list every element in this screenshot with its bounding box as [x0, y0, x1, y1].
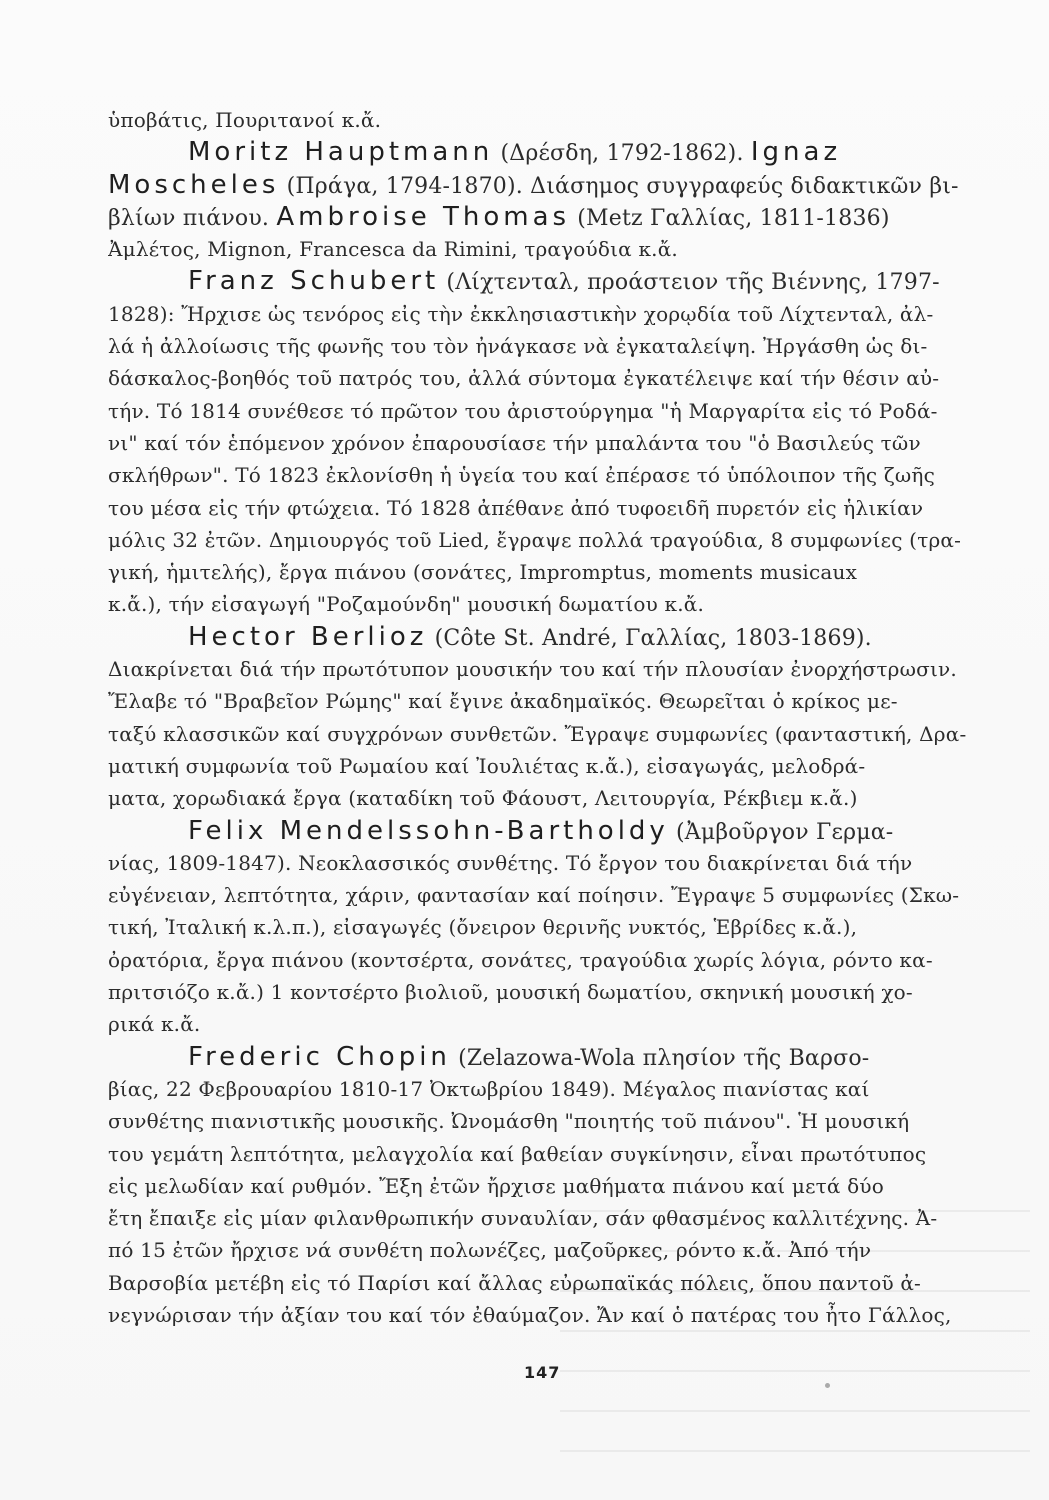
page-body [108, 104, 993, 1331]
line-text: ἔτη ἔπαιξε εἰς μίαν φιλανθρωπικήν συναυλίαν, σάν φθασμένος καλλιτέχνης. Ἀ- [108, 1206, 938, 1231]
text-line [108, 911, 993, 943]
line-text: πριτσιόζο κ.ἄ.) 1 κοντσέρτο βιολιοῦ, μουσική δωματίου, σκηνική μουσική χο- [108, 980, 913, 1005]
composer-entry-chopin [108, 1041, 993, 1073]
line-text: (Λίχτενταλ, προάστειον τῆς Βιέννης, 1797- [439, 270, 940, 296]
text-line [108, 524, 993, 556]
line-text: εὐγένειαν, λεπτότητα, χάριν, φαντασίαν καί ποίησιν. Ἔγραψε 5 συμφωνίες (Σκω- [108, 883, 960, 908]
line-text: γική, ἡμιτελής), ἔργα πιάνου (σονάτες, Impromptus, moments musicaux [108, 560, 858, 585]
text-line [108, 104, 993, 136]
line-text: ὑποβάτις, Πουριτανοί κ.ἄ. [108, 108, 382, 132]
line-text: (Côte St. André, Γαλλίας, 1803-1869). [427, 625, 872, 651]
line-text: ρικά κ.ἄ. [108, 1012, 201, 1037]
composer-name: Franz Schubert [188, 266, 440, 297]
text-line [108, 750, 993, 782]
text-line [108, 1170, 993, 1202]
text-line [108, 492, 993, 524]
page-number: 147 [524, 1363, 561, 1382]
composer-name: Frederic Chopin [188, 1041, 451, 1072]
line-text: του γεμάτη λεπτότητα, μελαγχολία καί βαθείαν συγκίνησιν, εἶναι πρωτότυπος [108, 1141, 927, 1166]
composer-entry-hauptmann [108, 136, 993, 168]
line-text: τήν. Τό 1814 συνέθεσε τό πρῶτον του ἀριστούργημα "ἡ Μαργαρίτα εἰς τό Ροδά- [108, 398, 938, 423]
composer-entry-berlioz [108, 621, 993, 653]
text-line [108, 1267, 993, 1299]
text-line [108, 1299, 993, 1331]
line-text: (Δρέσδη, 1792-1862). [493, 141, 751, 167]
line-text: δάσκαλος-βοηθός τοῦ πατρός του, ἀλλά σύντομα ἐγκατέλειψε καί τήν θέσιν αὐ- [108, 366, 940, 391]
text-line [108, 944, 993, 976]
text-line [108, 395, 993, 427]
line-text: (Zelazowa-Wola πλησίον τῆς Βαρσο- [450, 1045, 870, 1071]
line-text: ματική συμφωνία τοῦ Ρωμαίου καί Ἰουλιέτας κ.ἄ.), εἰσαγωγάς, μελοδρά- [108, 753, 866, 778]
text-line [108, 459, 993, 491]
line-text: (Πράγα, 1794-1870). Διάσημος συγγραφεύς διδακτικῶν βι- [279, 173, 959, 199]
line-text: του μέσα εἰς τήν φτώχεια. Τό 1828 ἀπέθανε ἀπό τυφοειδῆ πυρετόν εἰς ἡλικίαν [108, 495, 924, 520]
text-line [108, 685, 993, 717]
text-line [108, 1138, 993, 1170]
line-text: σκλήθρων". Τό 1823 ἐκλονίσθη ἡ ὑγεία του καί ἐπέρασε τό ὑπόλοιπον τῆς ζωῆς [108, 463, 935, 488]
text-line [108, 556, 993, 588]
line-text: μόλις 32 ἐτῶν. Δημιουργός τοῦ Lied, ἔγραψε πολλά τραγούδια, 8 συμφωνίες (τρα- [108, 527, 962, 552]
text-line [108, 1008, 993, 1040]
composer-entry-schubert [108, 265, 993, 297]
stray-mark [825, 1383, 830, 1388]
text-line [108, 330, 993, 362]
line-text: τική, Ἰταλική κ.λ.π.), εἰσαγωγές (ὄνειρον θερινῆς νυκτός, Ἑβρίδες κ.ἄ.), [108, 915, 858, 940]
line-text: νι" καί τόν ἑπόμενον χρόνον ἐπαρουσίασε τήν μπαλάντα του "ὁ Βασιλεύς τῶν [108, 430, 921, 455]
line-text: ταξύ κλασσικῶν καί συγχρόνων συνθετῶν. Ἔγραψε συμφωνίες (φανταστική, Δρα- [108, 721, 967, 746]
line-text: λά ἡ ἀλλοίωσις τῆς φωνῆς του τὸν ἠνάγκασε νὰ ἐγκαταλείψη. Ἠργάσθη ὡς δι- [108, 334, 928, 359]
line-text: βίας, 22 Φεβρουαρίου 1810-17 Ὀκτωβρίου 1849). Μέγαλος πιανίστας καί [108, 1076, 870, 1101]
text-line [108, 233, 993, 265]
text-line [108, 588, 993, 620]
line-text: νίας, 1809-1847). Νεοκλασσικός συνθέτης. Τό ἔργον του διακρίνεται διά τήν [108, 850, 913, 875]
line-text: Διακρίνεται διά τήν πρωτότυπον μουσικήν του καί τήν πλουσίαν ἐνορχήστρωσιν. [108, 657, 957, 682]
composer-entry-thomas [108, 201, 993, 233]
line-text: (Metz Γαλλίας, 1811-1836) [570, 205, 890, 231]
line-text: Ἀμλέτος, Mignon, Francesca da Rimini, τραγούδια κ.ἄ. [108, 237, 678, 262]
text-line [108, 298, 993, 330]
line-text: εἰς μελωδίαν καί ρυθμόν. Ἔξη ἐτῶν ἤρχισε μαθήματα πιάνου καί μετά δύο [108, 1173, 884, 1198]
text-line [108, 718, 993, 750]
text-line [108, 1105, 993, 1137]
composer-entry-mendelssohn [108, 815, 993, 847]
text-line [108, 879, 993, 911]
line-text: συνθέτης πιανιστικῆς μουσικῆς. Ὠνομάσθη "ποιητής τοῦ πιάνου". Ἡ μουσική [108, 1109, 910, 1134]
text-line [108, 1073, 993, 1105]
text-line [108, 362, 993, 394]
text-line [108, 976, 993, 1008]
text-line [108, 653, 993, 685]
composer-name: Hector Berlioz [188, 621, 428, 652]
text-line [108, 847, 993, 879]
line-text: 1828): Ἤρχισε ὡς τενόρος εἰς τὴν ἐκκλησιαστικὴν χορῳδία τοῦ Λίχτενταλ, ἀλ- [108, 301, 934, 326]
composer-name: Ignaz [750, 137, 842, 168]
composer-name: Moritz Hauptmann [188, 137, 494, 168]
line-text: ὀρατόρια, ἔργα πιάνου (κοντσέρτα, σονάτες, τραγούδια χωρίς λόγια, ρόντο κα- [108, 947, 933, 972]
line-text: Ἔλαβε τό "Βραβεῖον Ρώμης" καί ἔγινε ἀκαδημαϊκός. Θεωρεῖται ὁ κρίκος με- [108, 689, 898, 714]
composer-name: Ambroise Thomas [276, 201, 571, 232]
line-text: νεγνώρισαν τήν ἀξίαν του καί τόν ἐθαύμαζον. Ἄν καί ὁ πατέρας του ἦτο Γάλλος, [108, 1302, 952, 1327]
line-text: (Ἀμβοῦργον Γερμα- [668, 819, 894, 845]
composer-name: Felix Mendelssohn-Bartholdy [188, 815, 669, 846]
composer-name: Moscheles [108, 169, 280, 200]
line-text: βλίων πιάνου. [108, 205, 277, 231]
line-text: ματα, χορωδιακά ἔργα (καταδίκη τοῦ Φάουστ, Λειτουργία, Ρέκβιεμ κ.ἄ.) [108, 786, 858, 811]
line-text: Βαρσοβία μετέβη εἰς τό Παρίσι καί ἄλλας εὐρωπαϊκάς πόλεις, ὅπου παντοῦ ἀ- [108, 1270, 922, 1295]
text-line [108, 1234, 993, 1266]
text-line [108, 1202, 993, 1234]
text-line [108, 427, 993, 459]
line-text: κ.ἄ.), τήν εἰσαγωγή "Ροζαμούνδη" μουσική δωματίου κ.ἄ. [108, 592, 705, 617]
composer-entry-moscheles [108, 169, 993, 201]
text-line [108, 782, 993, 814]
line-text: πό 15 ἐτῶν ἤρχισε νά συνθέτη πολωνέζες, μαζοῦρκες, ρόντο κ.ἄ. Ἀπό τήν [108, 1238, 872, 1263]
